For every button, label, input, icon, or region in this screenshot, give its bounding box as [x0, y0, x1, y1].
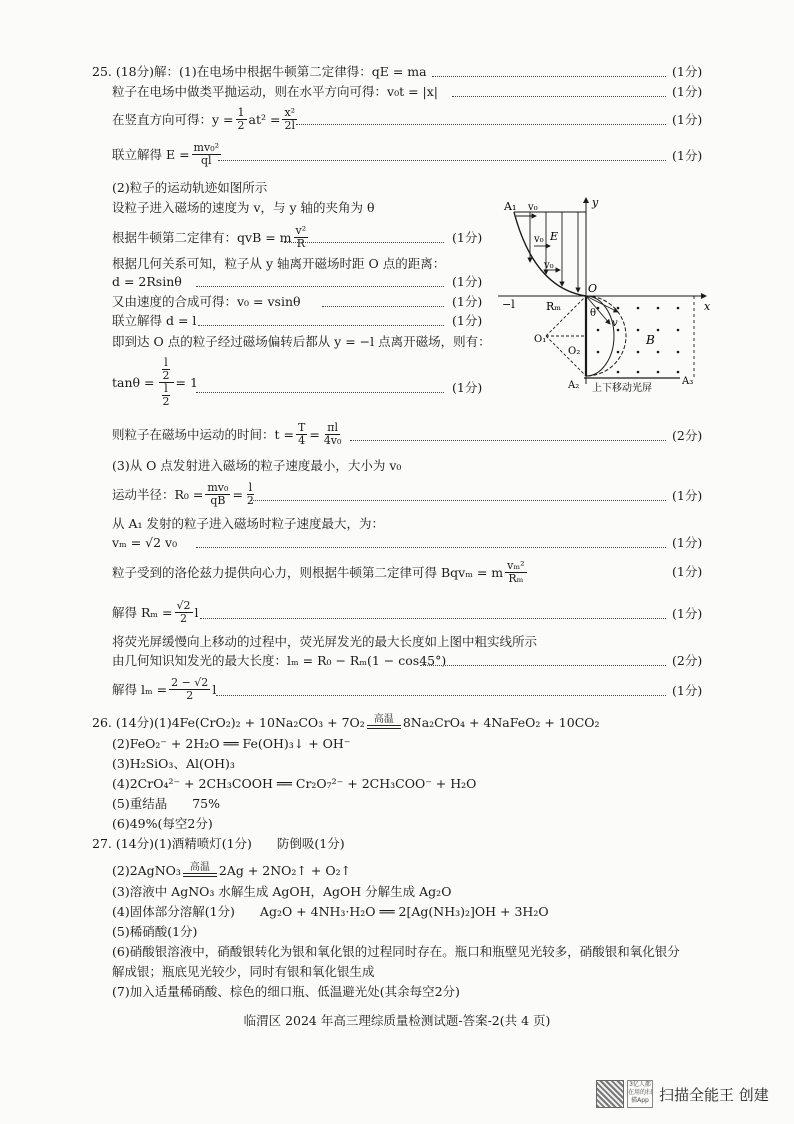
- dot-leader: [196, 286, 444, 287]
- q26-ans3: (3)H₂SiO₃、Al(OH)₃: [112, 756, 235, 771]
- score: (1分): [672, 64, 703, 79]
- q25-max-speed: 从 A₁ 发射的粒子进入磁场时粒子速度最大，为：: [112, 516, 384, 531]
- q25-screen: 将荧光屏缓慢向上移动的过程中，荧光屏发光的最大长度如上图中粗实线所示: [112, 634, 538, 649]
- q27-ans3: (3)溶液中 AgNO₃ 水解生成 AgOH，AgOH 分解生成 Ag₂O: [112, 884, 452, 899]
- q25-distance: d = 2Rsinθ: [112, 274, 182, 289]
- label-O: O: [588, 282, 598, 295]
- equals-sign: [367, 725, 401, 729]
- q25-r0: 运动半径：R₀ = $\frac{\text{mv₀}}{qB}$ = $\frac{l}{2}$: [112, 480, 254, 507]
- watermark-text: 扫描全能王 创建: [659, 1085, 769, 1104]
- q25-horizontal: 粒子在电场中做类平抛运动，则在水平方向可得：v₀t = |x|: [112, 84, 438, 99]
- label-A3: A₃: [682, 376, 694, 387]
- score: (1分): [452, 380, 483, 395]
- q25-time: 则粒子在磁场中运动的时间：t = $\frac{T}{4}$ = $\frac{\pi l}{\text{4v₀}}$: [112, 420, 342, 447]
- q27-ans6: (6)硝酸银溶液中，硝酸银转化为银和氧化银的过程同时存在。瓶口和瓶壁见光较多，硝酸银和氧化银分: [112, 944, 680, 959]
- label-v0-low: v₀: [544, 260, 554, 271]
- dot-leader: [420, 665, 666, 666]
- score: (1分): [672, 564, 703, 579]
- score: (2分): [672, 428, 703, 443]
- scanner-watermark: [596, 1080, 769, 1108]
- dot-leader: [196, 547, 666, 548]
- q26-eq1: 26. (14分)(1)4Fe(CrO₂)₂ + 10Na₂CO₃ + 7O₂ 高温 8Na₂CrO₄ + 4NaFeO₂ + 10CO₂: [92, 714, 600, 730]
- score: (1分): [672, 606, 703, 621]
- q25-geometry: 根据几何关系可知，粒子从 y 轴离开磁场时距 O 点的距离：: [112, 256, 446, 271]
- q27-ans1: 27. (14分)(1)酒精喷灯(1分) 防倒吸(1分): [92, 836, 345, 851]
- equals-sign: [183, 873, 217, 877]
- q25-lm-geom: 由几何知识知发光的最大长度：lₘ = R₀ − Rₘ(1 − cos45°): [112, 653, 447, 668]
- score: (1分): [452, 230, 483, 245]
- dot-leader: [432, 76, 666, 77]
- q25-velocity: 又由速度的合成可得：v₀ = vsinθ: [112, 294, 301, 309]
- dot-leader: [250, 500, 666, 501]
- dot-leader: [452, 96, 666, 97]
- q25-efield: 联立解得 E = $\frac{\text{mv₀²}}{ql}$: [112, 140, 220, 167]
- b-field-dots: [597, 307, 680, 374]
- q26-ans6: (6)49%(每空2分): [112, 816, 213, 831]
- score: (2分): [672, 653, 703, 668]
- label-O2: O₂: [568, 346, 581, 357]
- q26-eq2: (2)FeO₂⁻ + 2H₂O ══ Fe(OH)₃↓ + OH⁻: [112, 736, 351, 751]
- score: (1分): [452, 294, 483, 309]
- label-minus-l: −l: [502, 298, 515, 311]
- label-O1: O₁: [534, 334, 547, 345]
- q26-eq4: (4)2CrO₄²⁻ + 2CH₃COOH ══ Cr₂O₇²⁻ + 2CH₃COO⁻ + H₂O: [112, 776, 477, 791]
- q25-part2: (2)粒子的运动轨迹如图所示: [112, 180, 268, 195]
- label-theta: θ: [590, 308, 597, 319]
- q25-result-d: 联立解得 d = l: [112, 313, 197, 328]
- label-A2: A₂: [568, 380, 580, 391]
- label-B: B: [646, 333, 655, 347]
- score: (1分): [672, 535, 703, 550]
- label-Rm: Rₘ: [546, 300, 562, 313]
- q25-lorentz: 粒子受到的洛伦兹力提供向心力，则根据牛顿第二定律可得 Bqvₘ = m $\frac{\text{vₘ²}}{\text{Rₘ}}$: [112, 558, 525, 585]
- label-v: v: [612, 318, 618, 329]
- page-footer: 临渭区 2024 年高三理综质量检测试题-答案-2(共 4 页): [243, 1013, 551, 1028]
- label-x: x: [704, 300, 711, 313]
- q27-ans5: (5)稀硝酸(1分): [112, 924, 198, 939]
- q25-vm: vₘ = √2 v₀: [112, 535, 178, 550]
- dot-leader: [196, 392, 444, 393]
- score: (1分): [672, 148, 703, 163]
- dot-leader: [198, 325, 444, 326]
- label-v0-mid: v₀: [534, 234, 544, 245]
- dot-leader: [296, 124, 666, 125]
- trajectory-diagram: [494, 192, 716, 392]
- q25-lm: 解得 lₘ = $\frac{2 - √2}{2}$ l: [112, 675, 217, 702]
- dot-leader: [350, 440, 666, 441]
- score: (1分): [452, 313, 483, 328]
- score: (1分): [452, 274, 483, 289]
- q25-newton: 根据牛顿第二定律有：qvB = m $\frac{\text{v²}}{R}$: [112, 223, 307, 250]
- q27-ans7: (7)加入适量稀硝酸、棕色的细口瓶、低温避光处(其余每空2分): [112, 984, 460, 999]
- dot-leader: [284, 242, 444, 243]
- q25-part2-setup: 设粒子进入磁场的速度为 v，与 y 轴的夹角为 θ: [112, 200, 375, 215]
- score: (1分): [672, 683, 703, 698]
- q27-ans6-cont: 解成银；瓶底见光较少，同时有银和氧化银生成: [112, 964, 375, 979]
- q25-part3: (3)从 O 点发射进入磁场的粒子速度最小，大小为 v₀: [112, 458, 402, 473]
- score: (1分): [672, 112, 703, 127]
- score: (1分): [672, 488, 703, 503]
- label-y: y: [592, 196, 599, 209]
- label-screen: 上下移动光屏: [592, 383, 652, 392]
- label-A1: A₁: [504, 200, 517, 213]
- q25-tan: tanθ = $\frac{\frac{l}{2}}{\frac{l}{2}}$ = 1: [112, 355, 198, 408]
- q27-ans4: (4)固体部分溶解(1分) Ag₂O + 4NH₃·H₂O ══ 2[Ag(NH₃)₂]OH + 3H₂O: [112, 904, 549, 919]
- q26-ans5: (5)重结晶 75%: [112, 796, 220, 811]
- qr-code-icon: [596, 1080, 624, 1108]
- label-E: E: [550, 230, 559, 243]
- q27-eq2: (2)2AgNO₃ 高温 2Ag + 2NO₂↑ + O₂↑: [112, 862, 352, 878]
- dot-leader: [200, 618, 666, 619]
- app-badge: 3亿人都在用的扫描App: [627, 1080, 653, 1108]
- q25-exit: 即到达 O 点的粒子经过磁场偏转后都从 y = −l 点离开磁场，则有：: [112, 334, 491, 349]
- dot-leader: [216, 695, 666, 696]
- dot-leader: [218, 160, 666, 161]
- q25-rm: 解得 Rₘ = $\frac{√2}{2}$ l: [112, 598, 199, 625]
- dot-leader: [322, 306, 444, 307]
- q25-vertical: 在竖直方向可得：y = $\frac{1}{2}$ at² = $\frac{\text{x²}}{2l}$: [112, 105, 296, 132]
- score: (1分): [672, 84, 703, 99]
- q25-header: 25. (18分)解：(1)在电场中根据牛顿第二定律得：qE = ma: [92, 64, 427, 79]
- parabola-trajectory: [514, 212, 586, 296]
- label-v0: v₀: [528, 202, 538, 213]
